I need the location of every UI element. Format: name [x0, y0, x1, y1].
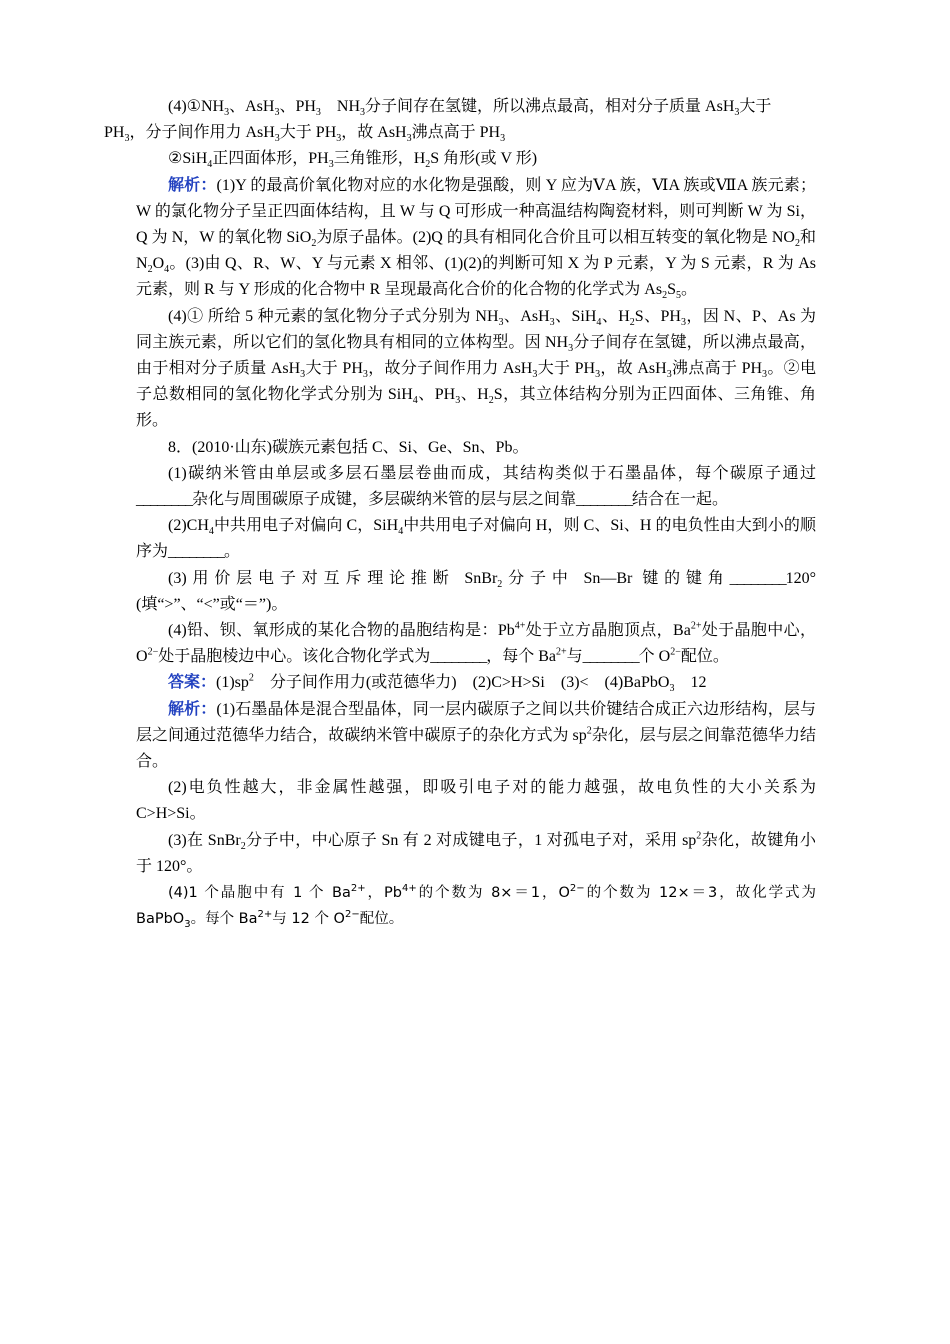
text: 分子间存在氢键，所以沸点最高，由于相对分子质量 AsH — [136, 333, 816, 378]
text: 分子中 Sn—Br 键的键角 — [502, 569, 730, 587]
subscript: 3 — [274, 107, 280, 119]
text: S — [667, 281, 676, 299]
subscript: 4 — [412, 395, 418, 407]
text: (3)用价层电子对互斥理论推断 SnBr — [168, 569, 498, 587]
text: ，故分子间作用力 AsH — [367, 360, 533, 378]
text: 。每个 Ba — [190, 911, 258, 928]
text: ，故 AsH — [341, 124, 407, 142]
text: 。②电子总数相同的氢化物化学式分别为 SiH — [136, 360, 816, 404]
superscript: 2+ — [257, 909, 273, 921]
superscript: 2 — [248, 673, 254, 685]
text: 和 N — [136, 229, 816, 273]
text: (2)C>H>Si — [472, 674, 545, 692]
subscript: 2 — [488, 395, 494, 407]
text: PH — [104, 124, 125, 142]
answer-blank: ____ — [136, 491, 164, 509]
q8-analysis-para2: (2)电负性越大，非金属性越强，即吸引电子对的能力越强，故电负性的大小关系为 C>H>Si。 — [136, 779, 816, 823]
text: 配位。 — [359, 911, 404, 928]
subscript: 3 — [362, 369, 368, 381]
q8-title: 8．(2010·山东)碳族元素包括 C、Si、Ge、Sn、Pb。 — [168, 438, 529, 456]
subscript: 3 — [300, 369, 306, 381]
answer-blank: ________ — [430, 648, 487, 666]
answer-blank: ________ — [729, 569, 786, 587]
text: 、PH — [279, 98, 316, 115]
text: 大于 PH — [537, 360, 596, 378]
subscript: 2 — [425, 159, 431, 171]
text: 分子间存在氢键，所以沸点最高，相对分子质量 AsH — [365, 98, 735, 115]
subscript: 2 — [147, 264, 153, 276]
subscript: 3 — [549, 316, 555, 328]
text: 三角锥形，H — [333, 150, 426, 168]
subscript: 3 — [360, 107, 366, 119]
subscript: 4 — [596, 316, 602, 328]
superscript: 2 — [586, 725, 592, 737]
text: (4)1 个晶胞中有 1 个 Ba — [168, 885, 351, 902]
superscript: 2+ — [556, 646, 567, 658]
superscript: 4+ — [514, 620, 526, 632]
subscript: 4 — [164, 264, 170, 276]
text: 杂化，故键角小于 120°。 — [136, 831, 816, 875]
text: 大于 — [739, 98, 772, 115]
answer-blank: ________ — [168, 543, 225, 561]
text: O — [152, 255, 165, 273]
superscript: 2+ — [690, 620, 702, 632]
text: 12 — [690, 674, 707, 692]
text: 分子间作用力(或范德华力) — [269, 674, 457, 692]
text: 、AsH — [229, 98, 275, 115]
text: 沸点高于 PH — [411, 124, 501, 142]
text: 与 — [566, 648, 583, 666]
text: 。 — [224, 543, 241, 561]
text: 正四面体形，PH — [212, 150, 329, 168]
text: 的个数为 8×＝1，O — [416, 885, 570, 902]
q7-analysis-para1 — [136, 173, 816, 304]
document-page — [104, 94, 817, 933]
text: 、AsH — [503, 307, 550, 325]
q8-answer — [136, 670, 816, 696]
text: S 角形(或 V 形) — [430, 150, 538, 168]
subscript: 3 — [762, 369, 768, 381]
subscript: 3 — [666, 369, 672, 381]
text: 杂化，层与层之间靠范德华力结合。 — [136, 726, 816, 771]
text: (1)sp — [216, 674, 249, 692]
text: (3)在 SnBr — [168, 831, 241, 849]
subscript: 3 — [315, 107, 321, 119]
q8-sub1 — [136, 461, 816, 513]
subscript: 3 — [500, 133, 506, 145]
text: S，其立体结构分别为正四面体、三角锥、角形。 — [136, 386, 816, 430]
subscript: 2 — [497, 578, 503, 590]
subscript: 3 — [336, 133, 342, 145]
text: 、H — [460, 386, 489, 404]
superscript: 2+ — [350, 883, 366, 895]
superscript: 2 — [696, 830, 702, 842]
text: 的个数为 12×＝3，故化学式为 BaPbO — [136, 885, 817, 928]
answer-blank: ________ — [576, 491, 633, 509]
subscript: 3 — [328, 159, 334, 171]
subscript: 3 — [184, 919, 191, 931]
subscript: 3 — [669, 683, 675, 695]
text: 。(3)由 Q、R、W、Y 与元素 X 相邻、(1)(2)的判断可知 X 为 P 元素，Y 为 S 元素，R 为 As 元素，则 R 与 Y 形成的化合物中 R 呈现最高化合价的化合物的化学式为 As — [136, 255, 816, 299]
text: ，每个 Ba — [486, 648, 556, 666]
subscript: 2 — [311, 238, 317, 250]
text: 120°(填“>”、“<”或“＝”)。 — [136, 569, 816, 613]
analysis-label: 解析： — [168, 700, 217, 718]
text: ，Pb — [365, 885, 402, 902]
subscript: 2 — [240, 840, 246, 852]
answer-blank: ________ — [582, 648, 639, 666]
text: 处于立方晶胞顶点，Ba — [525, 622, 691, 640]
subscript: 4 — [207, 159, 213, 171]
text: S、PH — [634, 307, 681, 325]
answer-blank: ____ — [164, 491, 192, 509]
subscript: 3 — [498, 316, 504, 328]
text: 、SiH — [554, 307, 597, 325]
q7-analysis-para2 — [136, 304, 816, 435]
subscript: 2 — [794, 238, 800, 250]
subscript: 2 — [662, 290, 668, 302]
subscript: 3 — [406, 133, 412, 145]
subscript: 3 — [680, 316, 686, 328]
superscript: 4+ — [401, 883, 417, 895]
q8-analysis-para1 — [136, 697, 816, 776]
subscript: 5 — [676, 290, 681, 302]
text: (1)Y 的最高价氧化物对应的水化物是强酸，则 Y 应为ⅤA 族，ⅥA 族或ⅦA 族元素；W 的氯化物分子呈正四面体结构，且 W 与 Q 可形成一种高温结构陶瓷材料，则可判断 W 为 Si，Q 为 N，W 的氧化物 SiO — [136, 176, 816, 247]
text: 沸点高于 PH — [671, 360, 763, 378]
text: 与 12 个 O — [272, 911, 345, 928]
subscript: 3 — [734, 107, 740, 119]
text: ，故 AsH — [600, 360, 667, 378]
analysis-label: 解析： — [168, 176, 217, 194]
text: (4)①NH — [168, 98, 225, 115]
q8-sub2 — [136, 513, 816, 565]
subscript: 3 — [455, 395, 461, 407]
superscript: 2− — [670, 646, 681, 658]
text: (3)< — [560, 674, 589, 692]
text: 分子中，中心原子 Sn 有 2 对成键电子，1 对孤电子对，采用 sp — [245, 831, 697, 849]
q7-answer-line3 — [136, 146, 816, 172]
text: (4)铅、钡、氧形成的某化合物的晶胞结构是：Pb — [168, 622, 515, 640]
subscript: 3 — [532, 369, 538, 381]
q8-sub4 — [136, 618, 816, 670]
text: ，分子间作用力 AsH — [129, 124, 275, 142]
text: 、PH — [417, 386, 456, 404]
text: 为原子晶体。(2)Q 的具有相同化合价且可以相互转变的氧化物是 NO — [316, 229, 795, 247]
subscript: 4 — [208, 526, 214, 538]
text: 大于 PH — [305, 360, 363, 378]
text: NH — [336, 98, 361, 115]
text: 大于 PH — [279, 124, 337, 142]
text: (4)① 所给 5 种元素的氢化物分子式分别为 NH — [168, 307, 499, 325]
answer-label: 答案： — [168, 674, 217, 692]
superscript: 2− — [344, 909, 360, 921]
text: ，因 N、P、As 为同主族元素，所以它们的氢化物具有相同的立体构型。因 NH — [136, 307, 816, 351]
superscript: 2− — [147, 646, 159, 658]
q8-analysis-para3 — [136, 828, 816, 880]
subscript: 3 — [274, 133, 280, 145]
text: 个 O — [638, 648, 671, 666]
text: 配位。 — [680, 648, 729, 666]
text: 中共用电子对偏向 H，则 C、Si、H 的电负性由大到小的顺序为 — [136, 517, 816, 561]
text: 杂化与周围碳原子成键，多层碳纳米管的层与层之间靠 — [192, 491, 577, 509]
subscript: 3 — [595, 369, 601, 381]
text: 。 — [681, 281, 698, 299]
superscript: 2− — [569, 883, 585, 895]
q8-sub3 — [136, 566, 816, 618]
text: 结合在一起。 — [632, 491, 729, 509]
q8-analysis-para4 — [136, 880, 816, 932]
text: 处于晶胞棱边中心。该化合物化学式为 — [158, 648, 431, 666]
subscript: 2 — [629, 316, 635, 328]
subscript: 3 — [568, 343, 574, 355]
text: 、H — [601, 307, 630, 325]
q7-answer-line1 — [104, 94, 816, 146]
subscript: 3 — [124, 133, 130, 145]
text: ②SiH — [168, 150, 208, 168]
text: (2)CH — [168, 517, 209, 535]
text: (1)碳纳米管由单层或多层石墨层卷曲而成，其结构类似于石墨晶体，每个碳原子通过 — [168, 464, 816, 482]
text: (1)石墨晶体是混合型晶体，同一层内碳原子之间以共价键结合成正六边形结构，层与层之间通过范德华力结合，故碳纳米管中碳原子的杂化方式为 sp — [136, 700, 816, 744]
text: (4)BaPbO — [604, 674, 670, 692]
subscript: 3 — [224, 107, 230, 119]
text: 中共用电子对偏向 C，SiH — [213, 517, 399, 535]
subscript: 4 — [398, 526, 404, 538]
text: 处于晶胞中心，O — [136, 622, 816, 666]
